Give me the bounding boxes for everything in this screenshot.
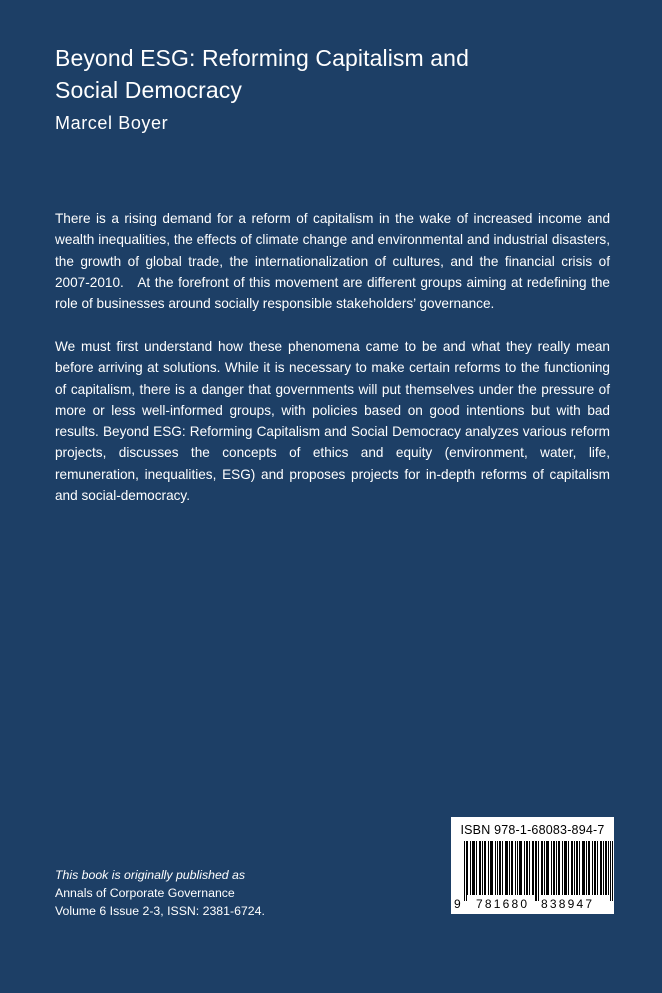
barcode-bar: [520, 841, 521, 895]
barcode-bar: [488, 841, 489, 895]
barcode-bar: [532, 841, 533, 895]
barcode-bar: [505, 841, 506, 895]
barcode-bar: [472, 841, 473, 895]
barcode-bar: [605, 841, 606, 895]
barcode-bar: [533, 841, 534, 895]
barcode-bar: [568, 841, 569, 895]
barcode-bar: [512, 841, 513, 895]
barcode-bar: [548, 841, 549, 895]
barcode-bar: [490, 841, 491, 895]
barcode-bar: [546, 841, 547, 895]
barcode-bar: [603, 841, 604, 895]
barcode-bar: [515, 841, 516, 895]
barcode-bar: [502, 841, 503, 895]
book-title-line2: Social Democracy: [55, 77, 242, 103]
blurb-paragraph-2: We must first understand how these phenomena came to be and what they really mean before arriving at solutions. While it is necessary to make certain reforms to the functioning of capitalism, there is a danger that governments will put themselves under the pressure of more or less well-informed groups, with policies based on good intentions but with bad results. Beyond ESG: Reforming Capitalism and Social Democracy analyzes various reform projects, discusses the concepts of ethics and equity (environment, water, life, remuneration, inequalities, ESG) and proposes projects for in-depth reforms of capitalism and social-democracy.: [55, 339, 610, 504]
barcode-bar: [517, 841, 518, 895]
barcode-bar: [612, 841, 613, 901]
isbn-label: ISBN 978-1-68083-894-7: [460, 823, 605, 837]
barcode-bar: [479, 841, 480, 895]
barcode-digits-left: 781680: [476, 897, 530, 911]
barcode-bar: [554, 841, 555, 895]
barcode-bar: [556, 841, 557, 895]
barcode-bar: [485, 841, 486, 895]
barcode-bar: [541, 841, 542, 895]
publication-note-line2: Annals of Corporate Governance: [55, 886, 235, 900]
barcode-bar: [566, 841, 567, 895]
barcode-bar: [497, 841, 498, 895]
barcode-bar: [582, 841, 583, 895]
barcode-bar: [584, 841, 585, 895]
barcode-bar: [571, 841, 572, 895]
barcode-bar: [586, 841, 587, 895]
barcode-bar: [467, 841, 468, 895]
barcode-bar: [594, 841, 595, 895]
barcode-bar: [491, 841, 492, 895]
barcode-bar: [588, 841, 589, 895]
barcode-bar: [558, 841, 559, 895]
barcode-bar: [482, 841, 483, 895]
barcode-bar: [564, 841, 565, 895]
barcode-bar: [597, 841, 598, 895]
barcode-digits-right: 838947: [541, 897, 595, 911]
barcode-bar: [538, 841, 539, 901]
author-name: Marcel Boyer: [55, 113, 169, 133]
barcode-bar: [547, 841, 548, 895]
barcode-bar: [610, 841, 611, 901]
barcode-bar: [574, 841, 575, 895]
barcode-bar: [544, 841, 545, 895]
publication-note-line3: Volume 6 Issue 2-3, ISSN: 2381-6724.: [55, 904, 265, 918]
barcode-bar: [511, 841, 512, 895]
barcode-bar: [526, 841, 527, 895]
barcode-bar: [524, 841, 525, 895]
barcode-bar: [592, 841, 593, 895]
barcode-bar: [600, 841, 601, 895]
barcode-bar: [536, 841, 537, 901]
barcode-bar: [577, 841, 578, 895]
isbn-barcode: [451, 817, 614, 914]
book-title-line1: Beyond ESG: Reforming Capitalism and: [55, 45, 469, 71]
barcode-bar: [506, 841, 507, 895]
barcode-bar: [507, 841, 508, 895]
barcode-bar: [527, 841, 528, 895]
barcode-bar: [579, 841, 580, 895]
barcode-bar: [499, 841, 500, 895]
barcode-bar: [509, 841, 510, 895]
barcode-bar: [542, 841, 543, 895]
barcode-bar: [551, 841, 552, 895]
barcode-bar: [608, 841, 609, 895]
barcode-bar: [535, 841, 536, 901]
barcode-bar: [484, 841, 485, 895]
barcode-bar: [595, 841, 596, 895]
barcode-bar: [559, 841, 560, 895]
barcode-bar: [583, 841, 584, 895]
barcode-bar: [606, 841, 607, 895]
barcode-bar: [529, 841, 530, 895]
barcode-bar: [500, 841, 501, 895]
publication-note: [55, 866, 355, 920]
barcode-bar: [521, 841, 522, 895]
barcode-bar: [562, 841, 563, 895]
barcode-digit-first: 9: [454, 897, 461, 911]
barcode-bar: [480, 841, 481, 895]
barcode-bar: [565, 841, 566, 895]
barcode-bar: [601, 841, 602, 895]
barcode-bar: [576, 841, 577, 895]
barcode-bar: [492, 841, 493, 895]
barcode-bar: [476, 841, 477, 895]
barcode-bar: [473, 841, 474, 895]
publication-note-line1: This book is originally published as: [55, 868, 246, 882]
barcode-bar: [464, 841, 465, 901]
barcode-bar: [474, 841, 475, 895]
barcode-bar: [589, 841, 590, 895]
barcode-bar: [553, 841, 554, 895]
barcode-bar: [466, 841, 467, 901]
book-title: [55, 42, 615, 106]
barcode-bar: [495, 841, 496, 895]
blurb-paragraph-1: There is a rising demand for a reform of capitalism in the wake of increased income and wealth inequalities, the effects of climate change and environmental and industrial disasters, the growth of global trade, the internationalization of cultures, and the financial crisis of 2007-2010. At the forefront of this movement are different groups aiming at redefining the role of businesses around socially responsible stakeholders’ governance.: [55, 211, 610, 312]
barcode-bar: [470, 841, 471, 895]
barcode-bar: [572, 841, 573, 895]
barcode-bar: [519, 841, 520, 895]
